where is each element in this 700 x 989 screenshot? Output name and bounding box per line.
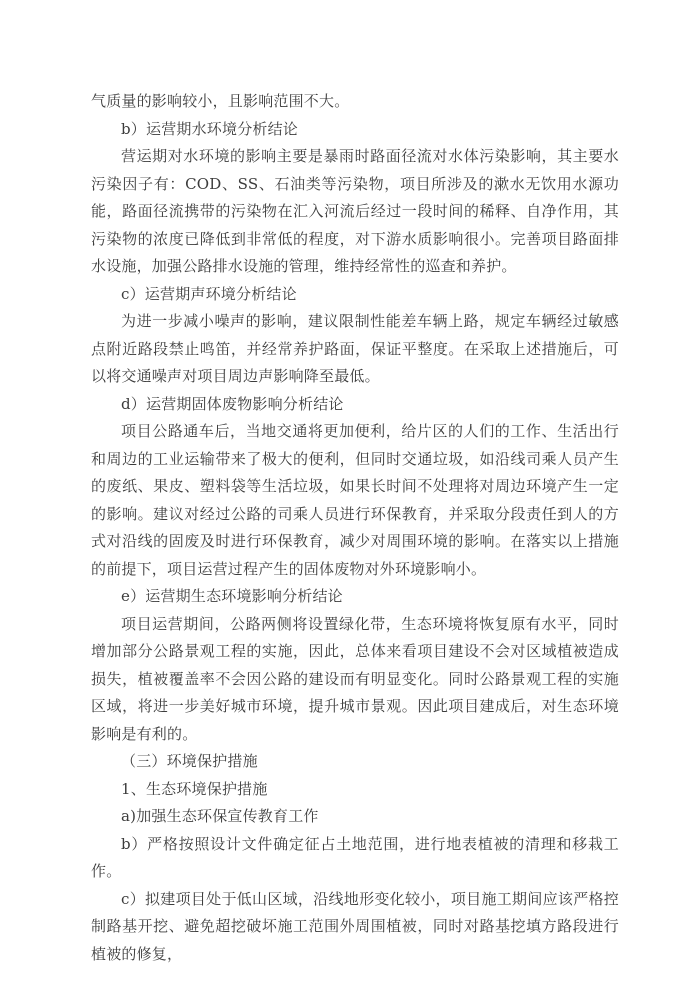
paragraph-continuation: 气质量的影响较小，且影响范围不大。 [91,92,350,110]
list-item-c: c）拟建项目处于低山区域，沿线地形变化较小，项目施工期间应该严格控制路基开挖、避免超挖破坏施工范围外周围植被，同时对路基挖填方路段进行植被的修复， [91,889,619,963]
heading-ecology: e）运营期生态环境影响分析结论 [121,587,343,605]
paragraph-ecology: 项目运营期间，公路两侧将设置绿化带，生态环境将恢复原有水平，同时增加部分公路景观工程的实施，因此，总体来看项目建设不会对区域植被造成损失，植被覆盖率不会因公路的建设而有明显变化。同时公路景观工程的实施区域，将进一步美好城市环境，提升城市景观。因此项目建成后，对生态环境影响是有利的。 [91,614,619,743]
paragraph-water-analysis: 营运期对水环境的影响主要是暴雨时路面径流对水体污染影响，其主要水污染因子有：COD、SS、石油类等污染物，项目所涉及的漱水无饮用水源功能，路面径流携带的污染物在汇入河流后经过一段时间的稀释、自净作用，其污染物的浓度已降低到非常低的程度，对下游水质影响很小。完善项目路面排水设施，加强公路排水设施的管理，维持经常性的巡查和养护。 [91,147,619,275]
paragraph-noise-analysis: 为进一步减小噪声的影响，建议限制性能差车辆上路，规定车辆经过敏感点附近路段禁止鸣笛，并经常养护路面，保证平整度。在采取上述措施后，可以将交通噪声对项目周边声影响降至最低。 [91,312,619,385]
heading-solid-waste: d）运营期固体废物影响分析结论 [121,394,344,413]
list-item-b: b）严格按照设计文件确定征占土地范围，进行地表植被的清理和移栽工作。 [91,834,619,880]
document-body [91,88,619,968]
section-heading-protection-measures: （三）环境保护措施 [121,752,258,770]
heading-noise-environment: c）运营期声环境分析结论 [121,284,297,303]
heading-water-environment: b）运营期水环境分析结论 [121,119,299,138]
sub-heading-eco-protection: 1、生态环境保护措施 [121,779,268,798]
list-item-a: a)加强生态环保宣传教育工作 [121,807,319,825]
paragraph-solid-waste: 项目公路通车后，当地交通将更加便利，给片区的人们的工作、生活出行和周边的工业运输带来了极大的便利，但同时交通垃圾，如沿线司乘人员产生的废纸、果皮、塑料袋等生活垃圾，如果长时间不处理将对周边环境产生一定的影响。建议对经过公路的司乘人员进行环保教育，并采取分段责任到人的方式对沿线的固废及时进行环保教育，减少对周围环境的影响。在落实以上措施的前提下，项目运营过程产生的固体废物对外环境影响小。 [91,422,619,578]
